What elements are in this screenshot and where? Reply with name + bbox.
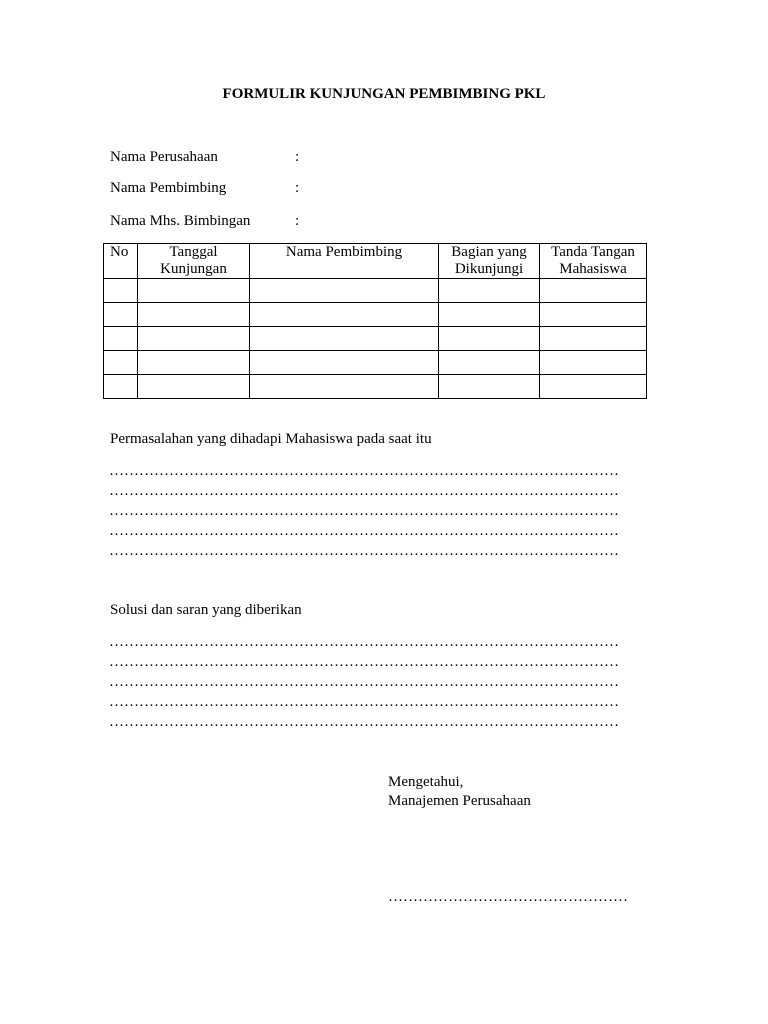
table-header-row: [104, 244, 647, 279]
problems-dot-line: …………………………………………………………………………………………: [109, 503, 619, 519]
table-cell[interactable]: [250, 375, 439, 399]
header-nama-text: Nama Pembimbing: [285, 244, 403, 260]
solutions-dot-line: …………………………………………………………………………………………: [109, 634, 619, 650]
field-colon-nama-pembimbing: :: [295, 180, 300, 196]
table-cell[interactable]: [540, 351, 647, 375]
table-cell[interactable]: [540, 327, 647, 351]
header-tanggal-line2: Kunjungan: [160, 261, 227, 277]
signature-line1: Mengetahui,: [388, 774, 464, 790]
table-cell[interactable]: [540, 279, 647, 303]
table-cell[interactable]: [540, 375, 647, 399]
table-cell[interactable]: [138, 351, 250, 375]
form-title: FORMULIR KUNJUNGAN PEMBIMBING PKL: [222, 86, 546, 102]
field-label-nama-perusahaan: Nama Perusahaan: [110, 149, 218, 165]
table-cell[interactable]: [439, 375, 540, 399]
header-no: [104, 244, 138, 279]
table-cell[interactable]: [138, 327, 250, 351]
solutions-dot-line: …………………………………………………………………………………………: [109, 714, 619, 730]
header-tanda-tangan: [540, 244, 647, 279]
solutions-dot-line: …………………………………………………………………………………………: [109, 694, 619, 710]
problems-dot-line: …………………………………………………………………………………………: [109, 523, 619, 539]
table-cell[interactable]: [138, 279, 250, 303]
field-label-nama-pembimbing: Nama Pembimbing: [110, 180, 227, 196]
header-bagian-dikunjungi: [439, 244, 540, 279]
signature-line2: Manajemen Perusahaan: [388, 793, 531, 809]
problems-dot-line: …………………………………………………………………………………………: [109, 543, 619, 559]
header-tanggal-kunjungan: [138, 244, 250, 279]
field-label-nama-mhs-bimbingan: Nama Mhs. Bimbingan: [110, 213, 251, 229]
solutions-label: Solusi dan saran yang diberikan: [110, 602, 302, 618]
problems-dot-line: …………………………………………………………………………………………: [109, 483, 619, 499]
table-cell[interactable]: [439, 327, 540, 351]
table-cell[interactable]: [138, 303, 250, 327]
table-cell[interactable]: [104, 279, 138, 303]
table-row: [104, 375, 647, 399]
table-cell[interactable]: [250, 327, 439, 351]
signature-dot-line: …………………………………………: [388, 889, 628, 905]
table-cell[interactable]: [250, 351, 439, 375]
field-colon-nama-mhs-bimbingan: :: [295, 213, 300, 229]
table-cell[interactable]: [104, 327, 138, 351]
signature-block: [388, 773, 531, 811]
header-bagian-line2: Dikunjungi: [454, 261, 524, 277]
table-cell[interactable]: [439, 303, 540, 327]
field-colon-nama-perusahaan: :: [295, 149, 300, 165]
table-row: [104, 279, 647, 303]
table-cell[interactable]: [250, 303, 439, 327]
header-tanda-line1: Tanda Tangan: [551, 244, 635, 260]
table-row: [104, 327, 647, 351]
header-no-text: No: [110, 244, 129, 260]
table-body: [104, 279, 647, 399]
table-cell[interactable]: [104, 303, 138, 327]
table-row: [104, 351, 647, 375]
solutions-dot-line: …………………………………………………………………………………………: [109, 654, 619, 670]
problems-label: Permasalahan yang dihadapi Mahasiswa pada saat itu: [110, 431, 432, 447]
header-tanda-line2: Mahasiswa: [559, 261, 627, 277]
table-cell[interactable]: [138, 375, 250, 399]
table-row: [104, 303, 647, 327]
table-cell[interactable]: [439, 351, 540, 375]
table-cell[interactable]: [250, 279, 439, 303]
table-cell[interactable]: [540, 303, 647, 327]
header-bagian-line1: Bagian yang: [451, 244, 527, 260]
visit-table: [103, 243, 647, 399]
solutions-dot-line: …………………………………………………………………………………………: [109, 674, 619, 690]
table-cell[interactable]: [104, 351, 138, 375]
table-cell[interactable]: [439, 279, 540, 303]
table-cell[interactable]: [104, 375, 138, 399]
header-tanggal-line1: Tanggal: [169, 244, 218, 260]
header-nama-pembimbing: [250, 244, 439, 279]
problems-dot-line: …………………………………………………………………………………………: [109, 463, 619, 479]
